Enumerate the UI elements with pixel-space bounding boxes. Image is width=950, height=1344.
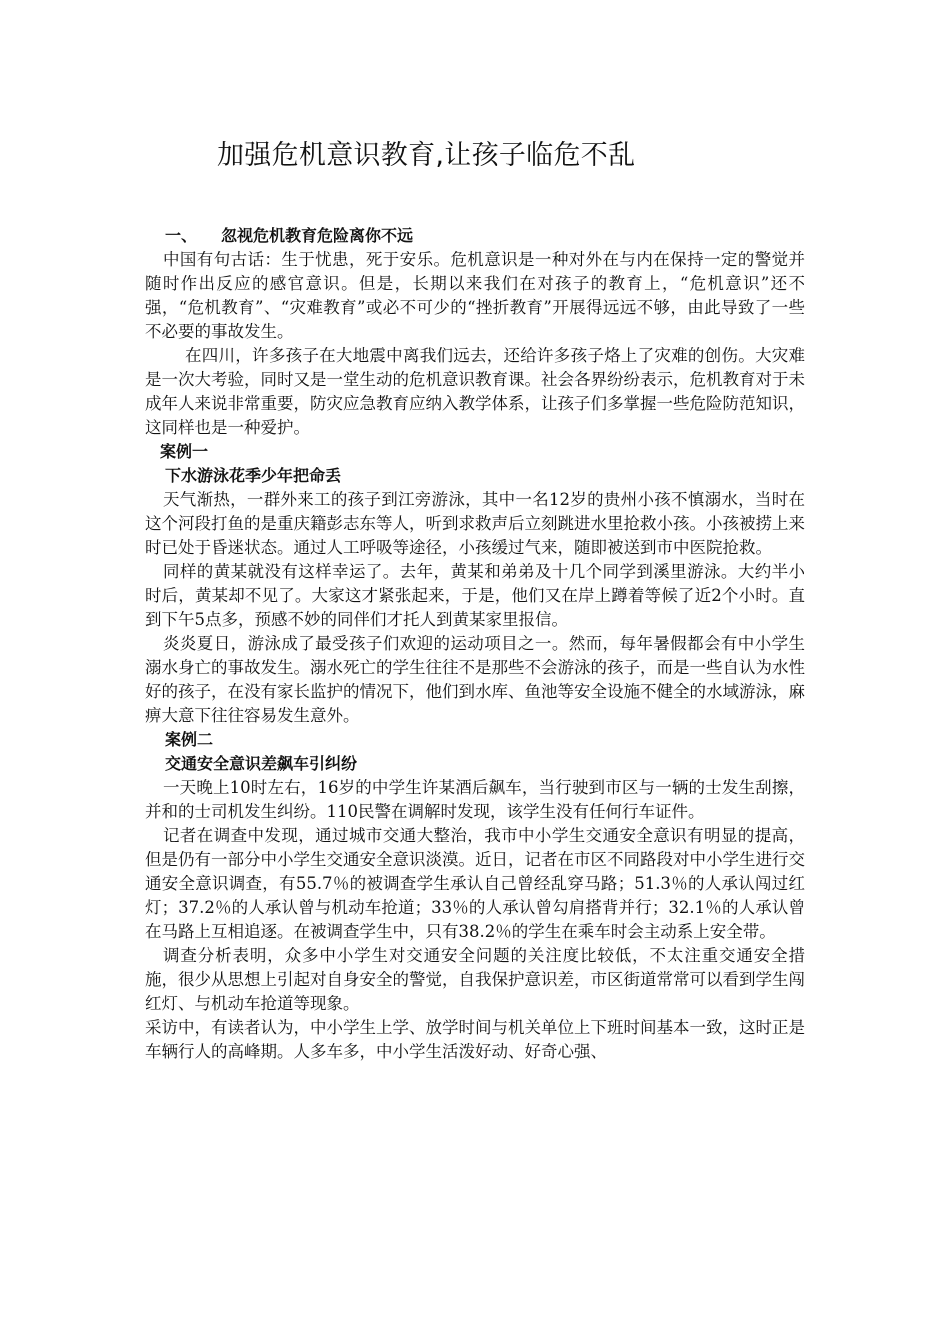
paragraph: 采访中，有读者认为，中小学生上学、放学时间与机关单位上下班时间基本一致，这时正是车辆行人的高峰期。人多车多，中小学生活泼好动、好奇心强、 (145, 1018, 805, 1061)
section-heading (145, 224, 805, 248)
paragraph: 一天晚上10时左右，16岁的中学生许某酒后飙车，当行驶到市区与一辆的士发生刮擦，并和的士司机发生纠纷。110民警在调解时发现，该学生没有任何行车证件。 (145, 778, 805, 821)
case-label: 案例一 (160, 442, 209, 461)
paragraph: 记者在调查中发现，通过城市交通大整治，我市中小学生交通安全意识有明显的提高，但是仍有一部分中小学生交通安全意识淡漠。近日，记者在市区不同路段对中小学生进行交通安全意识调查，有55.7％的被调查学生承认自己曾经乱穿马路；51.3％的人承认闯过红灯；37.2％的人承认曾与机动车抢道；33％的人承认曾勾肩搭背并行；32.1％的人承认曾在马路上互相追逐。在被调查学生中，只有38.2％的学生在乘车时会主动系上安全带。 (145, 826, 805, 941)
paragraph: 调查分析表明，众多中小学生对交通安全问题的关注度比较低，不太注重交通安全措施，很少从思想上引起对自身安全的警觉，自我保护意识差，市区街道常常可以看到学生闯红灯、与机动车抢道等现象。 (145, 946, 805, 1013)
document-title: 加强危机意识教育,让孩子临危不乱 (217, 140, 636, 171)
paragraph: 中国有句古话：生于忧患，死于安乐。危机意识是一种对外在与内在保持一定的警觉并随时作出反应的感官意识。但是，长期以来我们在对孩子的教育上，“危机意识”还不强，“危机教育”、“灾难教育”或必不可少的“挫折教育”开展得远远不够，由此导致了一些不必要的事故发生。 (145, 250, 805, 341)
case-label: 案例二 (165, 730, 214, 749)
paragraph: 炎炎夏日，游泳成了最受孩子们欢迎的运动项目之一。然而，每年暑假都会有中小学生溺水身亡的事故发生。溺水死亡的学生往往不是那些不会游泳的孩子，而是一些自认为水性好的孩子，在没有家长监护的情况下，他们到水库、鱼池等安全设施不健全的水域游泳，麻痹大意下往往容易发生意外。 (145, 634, 805, 725)
paragraph: 同样的黄某就没有这样幸运了。去年，黄某和弟弟及十几个同学到溪里游泳。大约半小时后，黄某却不见了。大家这才紧张起来，于是，他们又在岸上蹲着等候了近2个小时。直到下午5点多，预感不妙的同伴们才托人到黄某家里报信。 (145, 562, 805, 629)
document-body (145, 224, 805, 1064)
paragraph: 在四川，许多孩子在大地震中离我们远去，还给许多孩子烙上了灾难的创伤。大灾难是一次大考验，同时又是一堂生动的危机意识教育课。社会各界纷纷表示，危机教育对于未成年人来说非常重要，防灾应急教育应纳入教学体系，让孩子们多掌握一些危险防范知识，这同样也是一种爱护。 (145, 346, 805, 437)
section-number: 一、 (165, 226, 198, 245)
paragraph: 天气渐热，一群外来工的孩子到江旁游泳，其中一名12岁的贵州小孩不慎溺水，当时在这个河段打鱼的是重庆籍彭志东等人，听到求救声后立刻跳进水里抢救小孩。小孩被捞上来时已处于昏迷状态。通过人工呼吸等途径，小孩缓过气来，随即被送到市中医院抢救。 (145, 490, 805, 557)
section-heading-text: 忽视危机教育危险离你不远 (221, 226, 414, 245)
case-heading: 下水游泳花季少年把命丢 (165, 466, 342, 485)
case-heading: 交通安全意识差飙车引纠纷 (165, 754, 358, 773)
